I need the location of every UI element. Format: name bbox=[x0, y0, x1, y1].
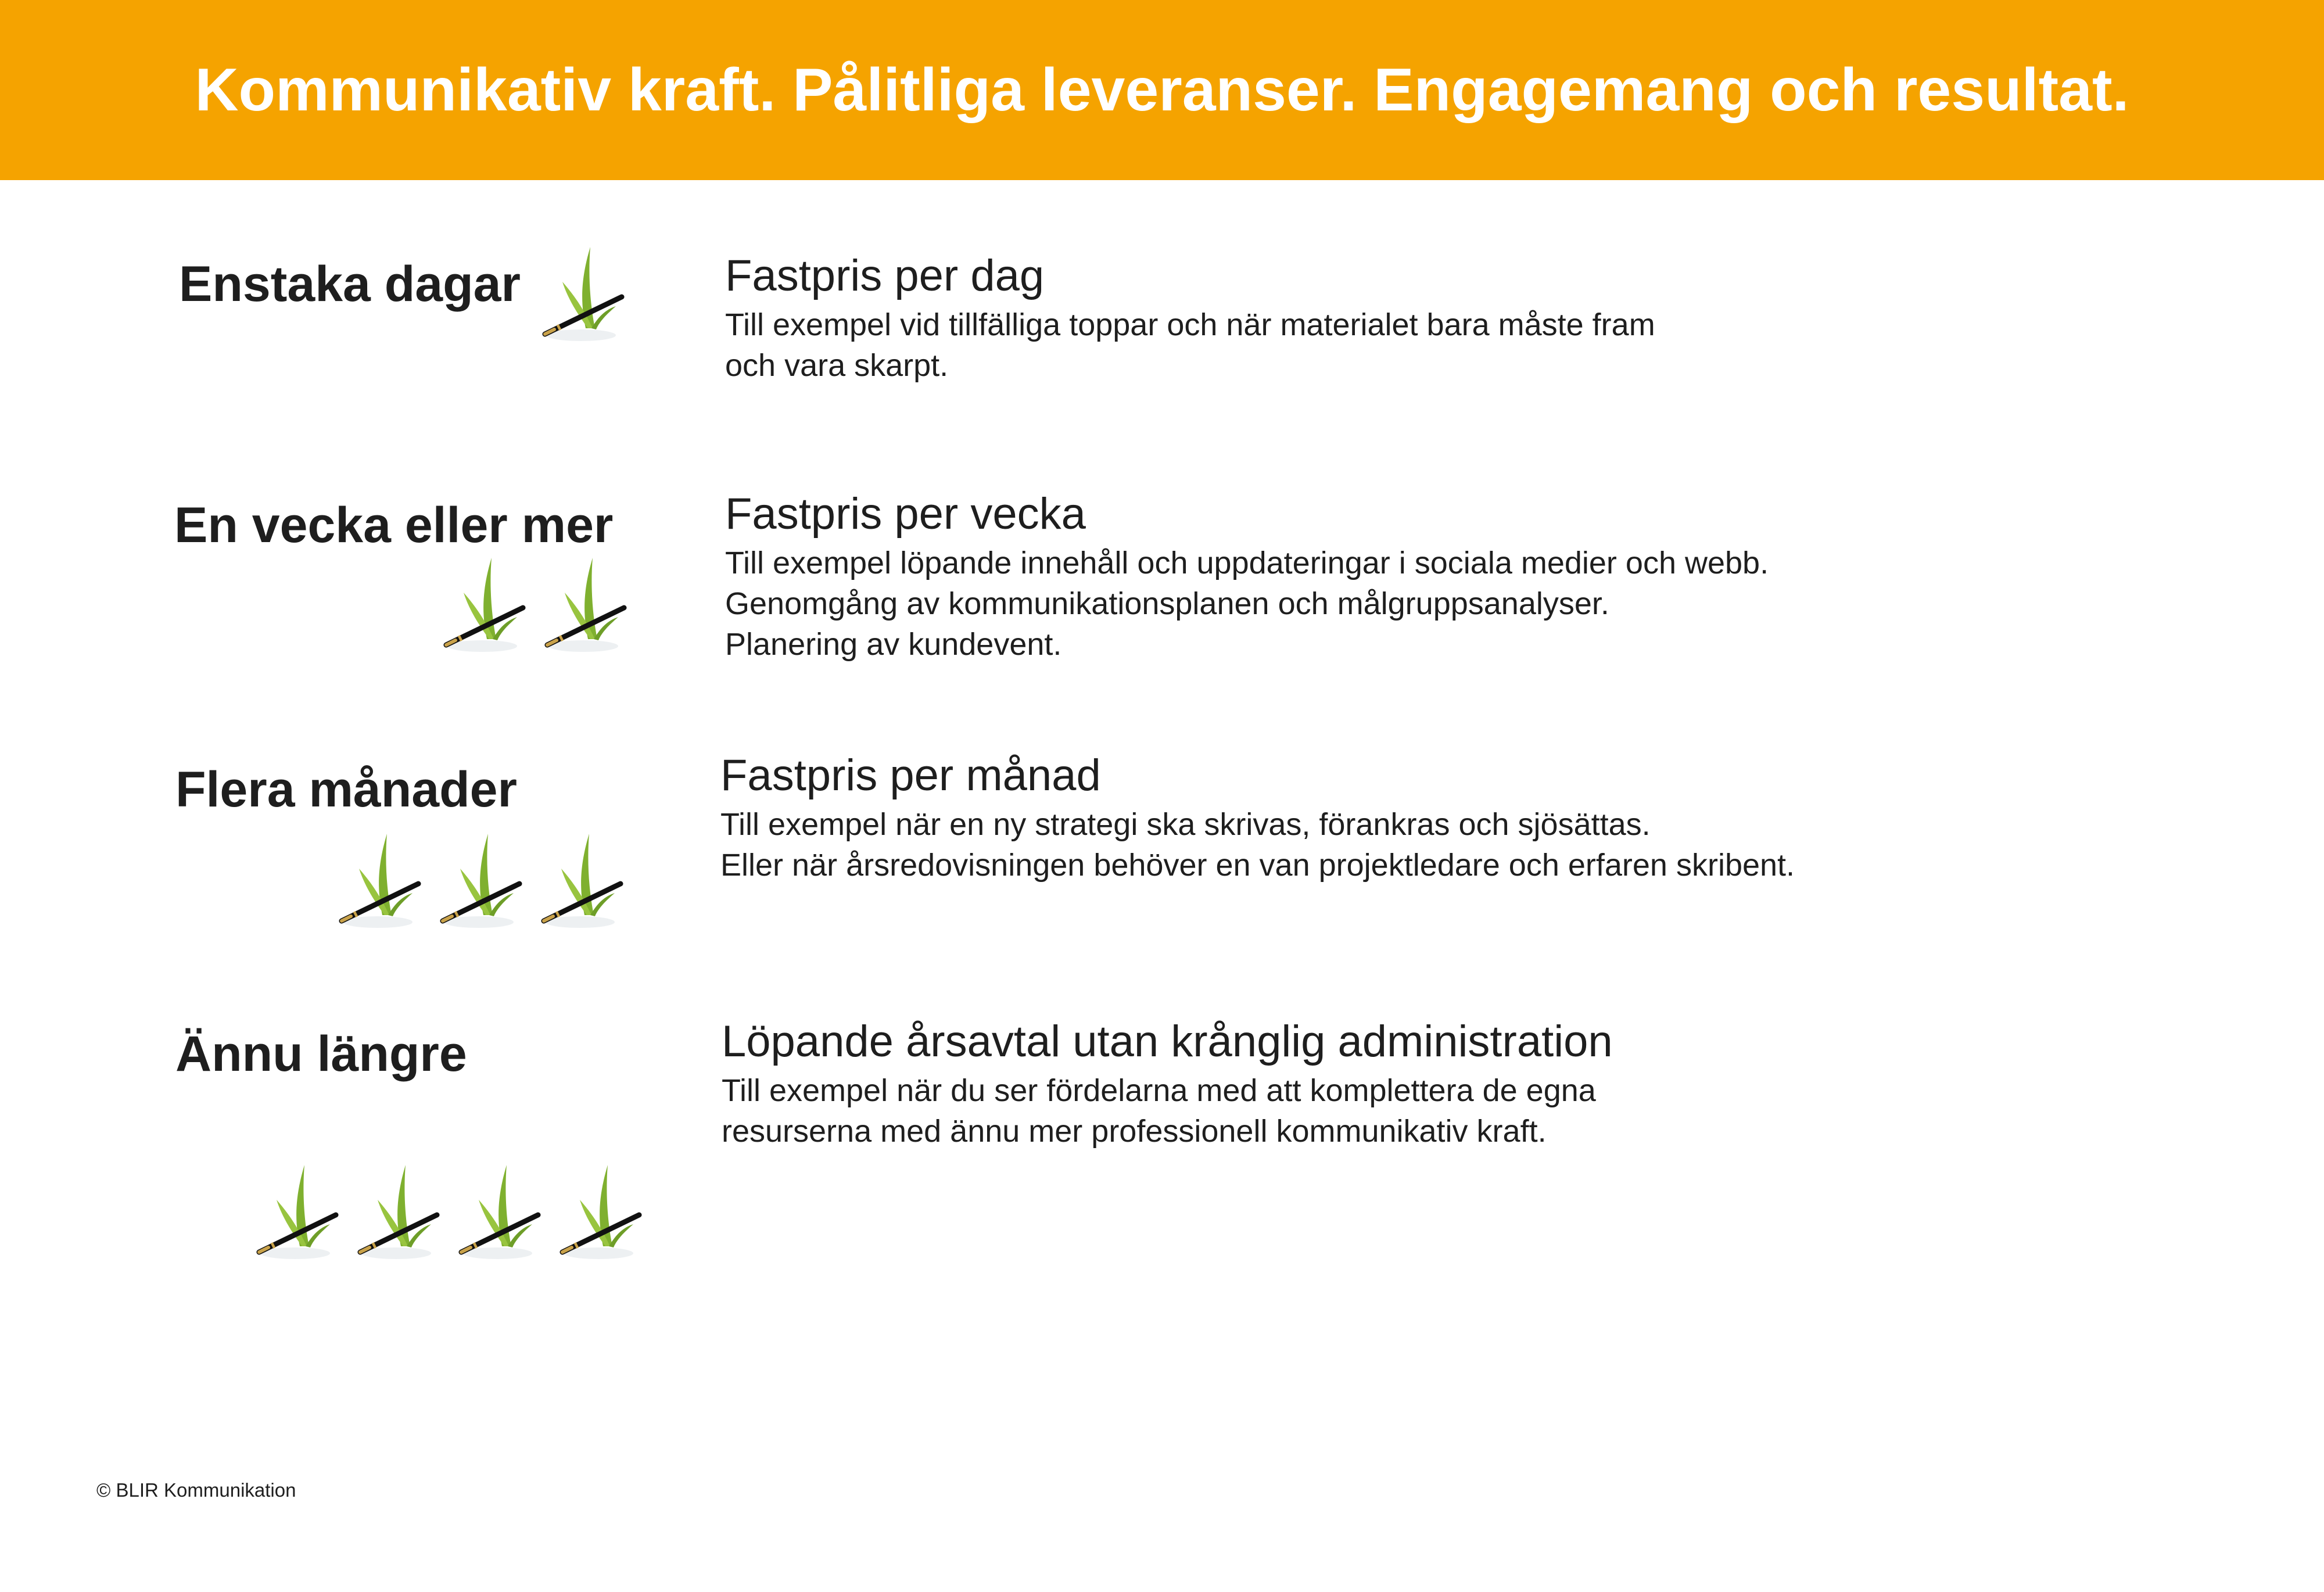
tier-line: Till exempel löpande innehåll och uppdateringar i sociala medier och webb. bbox=[725, 546, 1769, 580]
pen-leaf-icon bbox=[535, 241, 627, 346]
tier-label-days: Enstaka dagar bbox=[179, 256, 521, 312]
tier-description-months bbox=[720, 750, 1795, 885]
pen-leaf-icon bbox=[350, 1159, 443, 1264]
pen-leaf-icon bbox=[432, 828, 525, 933]
pen-icon-row-longer bbox=[249, 1159, 645, 1264]
pen-leaf-icon bbox=[552, 1159, 645, 1264]
tier-line: Genomgång av kommunikationsplanen och målgruppsanalyser. bbox=[725, 586, 1609, 621]
tier-line: Eller när årsredovisningen behöver en van projektledare och erfaren skribent. bbox=[720, 848, 1795, 883]
tier-label-months: Flera månader bbox=[175, 762, 517, 817]
tier-line: Till exempel när en ny strategi ska skrivas, förankras och sjösättas. bbox=[720, 807, 1651, 842]
tier-description-longer bbox=[722, 1016, 1613, 1152]
pen-leaf-icon bbox=[249, 1159, 342, 1264]
tier-heading-longer: Löpande årsavtal utan krånglig administration bbox=[722, 1017, 1613, 1066]
banner-title: Kommunikativ kraft. Pålitliga leveranser. Engagemang och resultat. bbox=[195, 56, 2129, 124]
pen-icon-row-days bbox=[535, 241, 627, 346]
tier-line: och vara skarpt. bbox=[725, 348, 949, 383]
tier-description-week bbox=[725, 488, 1769, 665]
pen-leaf-icon bbox=[436, 552, 529, 657]
tier-line: Planering av kundevent. bbox=[725, 627, 1062, 662]
tier-heading-week: Fastpris per vecka bbox=[725, 489, 1086, 539]
pen-icon-row-months bbox=[331, 828, 626, 933]
tier-label-longer: Ännu längre bbox=[175, 1026, 467, 1082]
pen-leaf-icon bbox=[451, 1159, 544, 1264]
tier-line: Till exempel när du ser fördelarna med att komplettera de egna bbox=[722, 1073, 1596, 1108]
pen-leaf-icon bbox=[331, 828, 424, 933]
tier-label-week: En vecka eller mer bbox=[174, 497, 614, 553]
tier-line: Till exempel vid tillfälliga toppar och när materialet bara måste fram bbox=[725, 307, 1655, 342]
pen-leaf-icon bbox=[537, 552, 630, 657]
copyright-notice: © BLIR Kommunikation bbox=[96, 1479, 296, 1501]
tier-heading-days: Fastpris per dag bbox=[725, 251, 1045, 300]
header-banner bbox=[0, 0, 2324, 180]
pen-leaf-icon bbox=[533, 828, 626, 933]
tier-heading-months: Fastpris per månad bbox=[720, 751, 1101, 800]
tier-line: resurserna med ännu mer professionell kommunikativ kraft. bbox=[722, 1114, 1547, 1149]
tier-description-days bbox=[725, 250, 1655, 386]
pen-icon-row-week bbox=[436, 552, 630, 657]
